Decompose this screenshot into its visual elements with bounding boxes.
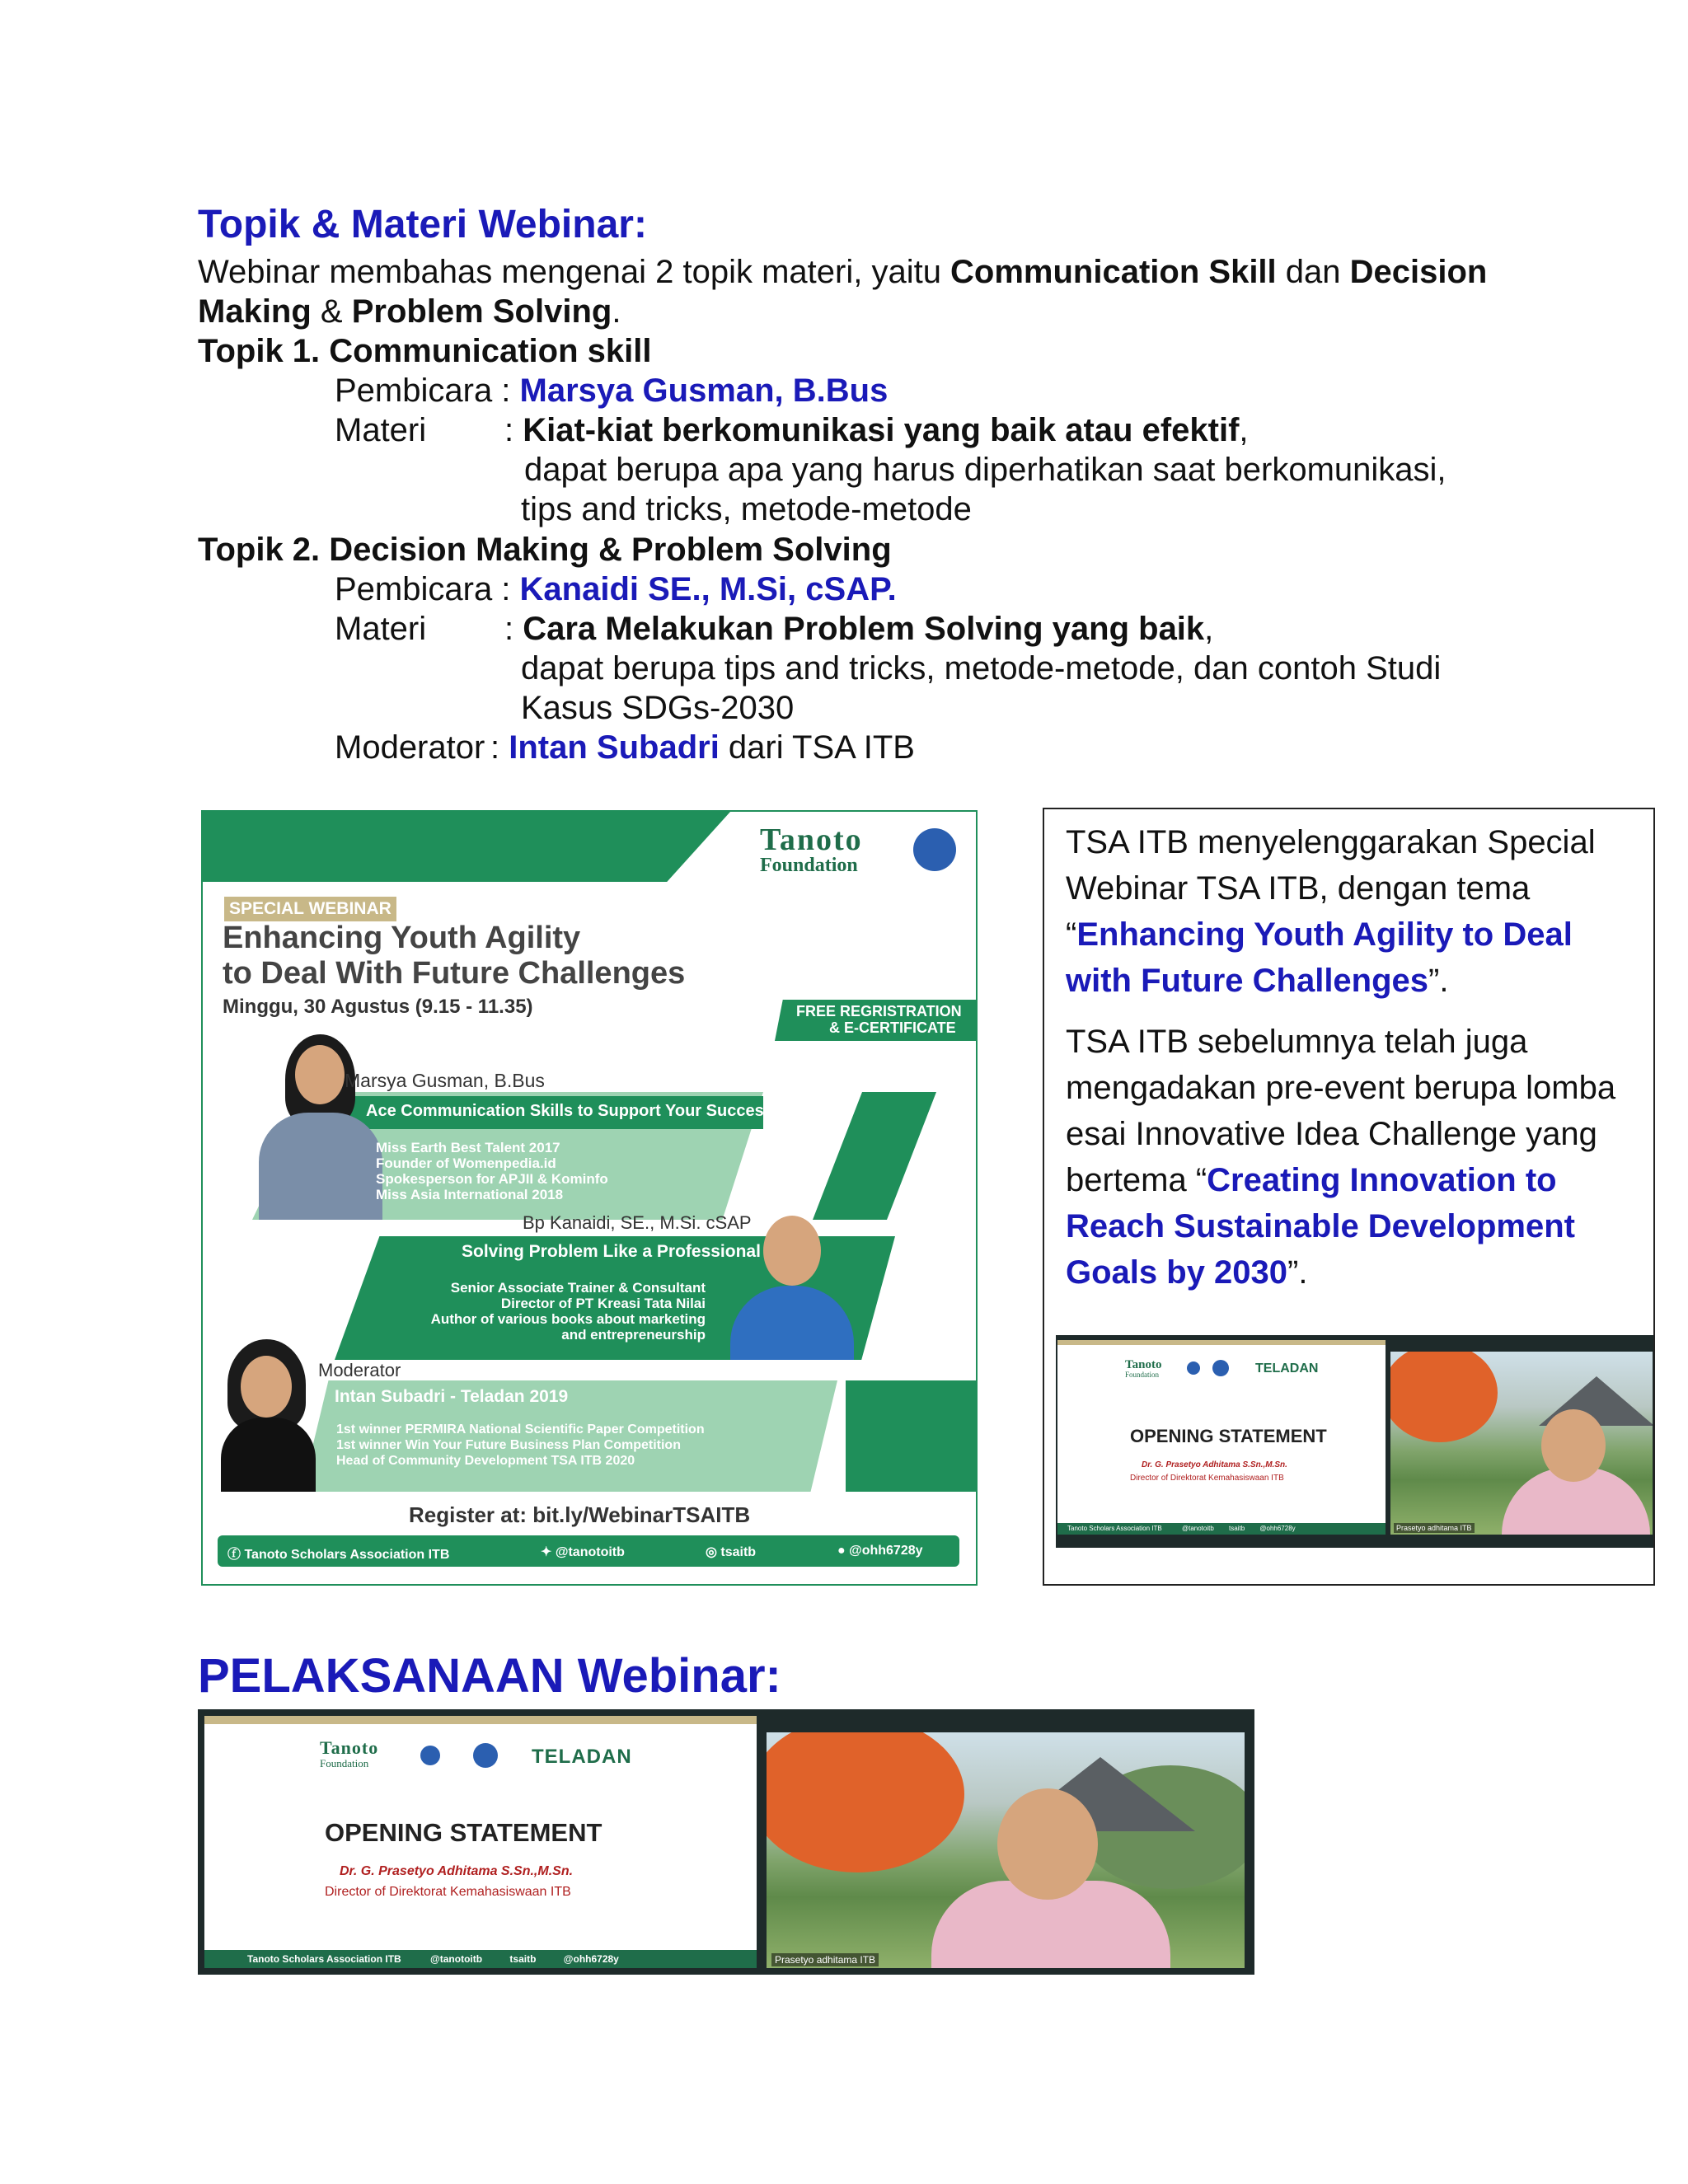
slide-speaker: Dr. G. Prasetyo Adhitama S.Sn.,M.Sn. [340,1864,574,1878]
intro-bold: Problem Solving [351,293,612,330]
topik1-materi [504,410,1249,450]
register-link[interactable]: Register at: bit.ly/WebinarTSAITB [409,1502,751,1527]
moderator-bio [336,1422,705,1469]
para-text: ”. [1287,1254,1308,1291]
slide-brand: Tanoto [1125,1358,1162,1371]
speaker2-bio [392,1280,706,1343]
footer-instagram [706,1544,756,1560]
poster-title-2: to Deal With Future Challenges [223,956,686,991]
bio-line: Senior Associate Trainer & Consultant [450,1280,706,1296]
small-screenshot [1056,1335,1653,1548]
footer-text: @tanotoitb [1181,1525,1214,1532]
poster-brand: Tanoto [760,823,863,857]
small-video-feed [1390,1352,1653,1535]
webinar-theme: Enhancing Youth Agility to Deal with Future Challenges [1066,916,1573,999]
free-registration-1: FREE REGRISTRATION [796,1003,962,1019]
slide-stripe [1057,1340,1386,1345]
moderator-line [490,728,915,767]
bio-line: Miss Earth Best Talent 2017 [376,1140,560,1155]
footer-line [837,1544,923,1558]
moderator-topic: Intan Subadri - Teladan 2019 [335,1387,569,1406]
presenter-name-tag: Prasetyo adhitama ITB [771,1953,879,1966]
footer-text: tsaitb [720,1545,757,1559]
slide-stripe [204,1716,757,1724]
presenter-face [997,1788,1098,1900]
topik1-materi-line2: dapat berupa apa yang harus diperhatikan saat berkomunikasi, [524,452,1447,488]
topik2-title: Topik 2. Decision Making & Problem Solving [198,532,892,568]
special-webinar-badge: SPECIAL WEBINAR [224,897,396,921]
slide-brand: Tanoto [320,1737,379,1758]
topik2-materi-line3: Kasus SDGs-2030 [521,690,795,726]
bio-line: Director of PT Kreasi Tata Nilai [500,1296,706,1311]
webinar-poster [201,810,978,1586]
moderator-face [241,1356,292,1418]
pre-event-theme: Creating Innovation to Reach Sustainable Development Goals by 2030 [1066,1162,1575,1291]
moderator-body [221,1418,316,1492]
presenter-name-tag: Prasetyo adhitama ITB [1394,1523,1475,1533]
speaker1-body [259,1113,382,1220]
speaker1-bio [376,1140,608,1202]
speaker1-slant [813,1092,936,1220]
moderator-label: Moderator [318,1360,401,1380]
speaker1-topic: Ace Communication Skills to Support Your Success [366,1102,773,1120]
slide-opening: OPENING STATEMENT [325,1818,603,1847]
topik1-materi-line3: tips and tricks, metode-metode [521,491,972,527]
poster-title-1: Enhancing Youth Agility [223,921,581,955]
topik2-pembicara [335,569,897,609]
topik1-title: Topik 1. Communication skill [198,333,652,369]
facebook-icon: ⓕ [227,1548,245,1562]
footer-text: @ohh6728y [849,1544,923,1558]
footer-text: tsaitb [509,1953,537,1965]
footer-text: tsaitb [1229,1525,1245,1532]
twitter-icon: ✦ [541,1545,556,1559]
description-paragraph-2 [1066,1019,1643,1296]
intro-line-1 [198,252,1487,292]
line-icon: ● [837,1544,850,1558]
bio-line: 1st winner PERMIRA National Scientific Paper Competition [336,1422,705,1436]
instagram-icon: ◎ [706,1545,721,1559]
materi-colon: : [504,611,523,647]
moderator-side-band [846,1380,976,1492]
speaker2-topic: Solving Problem Like a Professional [462,1242,761,1261]
large-video-feed [767,1732,1245,1968]
tsa-logo-icon [913,828,956,871]
slide-teladan: TELADAN [1255,1361,1319,1376]
footer-facebook [227,1544,449,1563]
speaker2-name: Bp Kanaidi, SE., M.Si. cSAP [523,1212,752,1233]
intro-text: dan [1276,254,1350,290]
intro-line-2 [198,292,621,331]
slide-teladan: TELADAN [532,1746,632,1768]
materi-label: Materi [335,611,427,647]
slide-footer [1057,1523,1386,1535]
poster-date: Minggu, 30 Agustus (9.15 - 11.35) [223,996,533,1018]
large-screenshot [198,1709,1254,1975]
footer-text: Tanoto Scholars Association ITB [247,1953,401,1965]
materi-colon: : [504,412,523,448]
section-heading-topik: Topik & Materi Webinar: [198,203,647,246]
slide-speaker: Dr. G. Prasetyo Adhitama S.Sn.,M.Sn. [1142,1460,1287,1469]
pembicara-name: Kanaidi SE., M.Si, cSAP. [519,571,897,607]
topik2-materi [504,609,1213,649]
materi-label: Materi [335,412,427,448]
speaker1-name: Marsya Gusman, B.Bus [345,1070,545,1091]
pembicara-label: Pembicara : [335,571,520,607]
logo-icon [420,1746,440,1765]
poster-header-band [203,812,730,882]
intro-text: . [612,293,621,330]
footer-text: @tanotoitb [555,1545,625,1559]
bio-line: and entrepreneurship [561,1327,706,1343]
logo-icon [1187,1361,1200,1375]
intro-bold: Making [198,293,312,330]
slide-opening: OPENING STATEMENT [1130,1426,1327,1446]
footer-text: Tanoto Scholars Association ITB [244,1548,450,1562]
intro-bold: Decision [1349,254,1488,290]
intro-text: & [311,293,352,330]
intro-bold: Communication Skill [950,254,1277,290]
pembicara-name: Marsya Gusman, B.Bus [519,373,889,409]
moderator-name: Intan Subadri [509,729,720,766]
presenter-face [1541,1409,1606,1482]
description-box [1043,808,1655,1586]
slide-role: Director of Direktorat Kemahasiswaan ITB [325,1885,571,1899]
small-slide [1057,1340,1386,1535]
bio-line: Head of Community Development TSA ITB 2020 [336,1454,635,1468]
free-registration-2: & E-CERTIFICATE [829,1019,956,1036]
para-text: TSA ITB sebelumnya telah juga mengadakan pre-event berupa lomba esai Innovative Idea Challenge yang bertema “ [1066,1024,1616,1198]
speaker1-face [295,1045,345,1104]
slide-footer [204,1950,757,1968]
speaker2-photo [763,1216,821,1286]
moderator-colon: : [490,729,509,766]
slide-role: Director of Direktorat Kemahasiswaan ITB [1130,1474,1284,1483]
intro-text: Webinar membahas mengenai 2 topik materi, yaitu [198,254,951,290]
para-text: ”. [1428,963,1449,999]
moderator-suffix: dari TSA ITB [719,729,915,766]
para-text: TSA ITB menyelenggarakan Special Webinar TSA ITB, dengan tema “ [1066,824,1596,953]
description-paragraph-1 [1066,819,1643,1004]
footer-text: @ohh6728y [1259,1525,1296,1532]
poster-brand-sub: Foundation [760,855,858,876]
tree [1390,1352,1498,1442]
footer-twitter [541,1544,625,1560]
footer-text: @ohh6728y [563,1953,619,1965]
materi-comma: , [1239,412,1249,448]
bio-line: Spokesperson for APJII & Kominfo [376,1171,608,1187]
slide-brand-sub: Foundation [1125,1371,1160,1379]
tsa-logo-icon [473,1743,498,1768]
topik1-pembicara [335,371,888,410]
materi-bold: Kiat-kiat berkomunikasi yang baik atau efektif [523,412,1240,448]
footer-text: @tanotoitb [430,1953,483,1965]
bio-line: 1st winner Win Your Future Business Plan Competition [336,1438,681,1452]
footer-text: Tanoto Scholars Association ITB [1067,1525,1162,1532]
bio-line: Miss Asia International 2018 [376,1187,564,1202]
tree [767,1732,964,1872]
section-heading-pelaksanaan: PELAKSANAAN Webinar: [198,1649,781,1703]
pembicara-label: Pembicara : [335,373,520,409]
bio-line: Author of various books about marketing [430,1311,706,1327]
materi-bold: Cara Melakukan Problem Solving yang baik [523,611,1205,647]
moderator-label: Moderator [335,729,485,766]
bio-line: Founder of Womenpedia.id [376,1155,556,1171]
tsa-logo-icon [1212,1360,1229,1376]
slide-brand-sub: Foundation [320,1757,369,1769]
large-slide [204,1716,757,1968]
topik2-materi-line2: dapat berupa tips and tricks, metode-metode, dan contoh Studi [521,650,1442,687]
materi-comma: , [1204,611,1214,647]
